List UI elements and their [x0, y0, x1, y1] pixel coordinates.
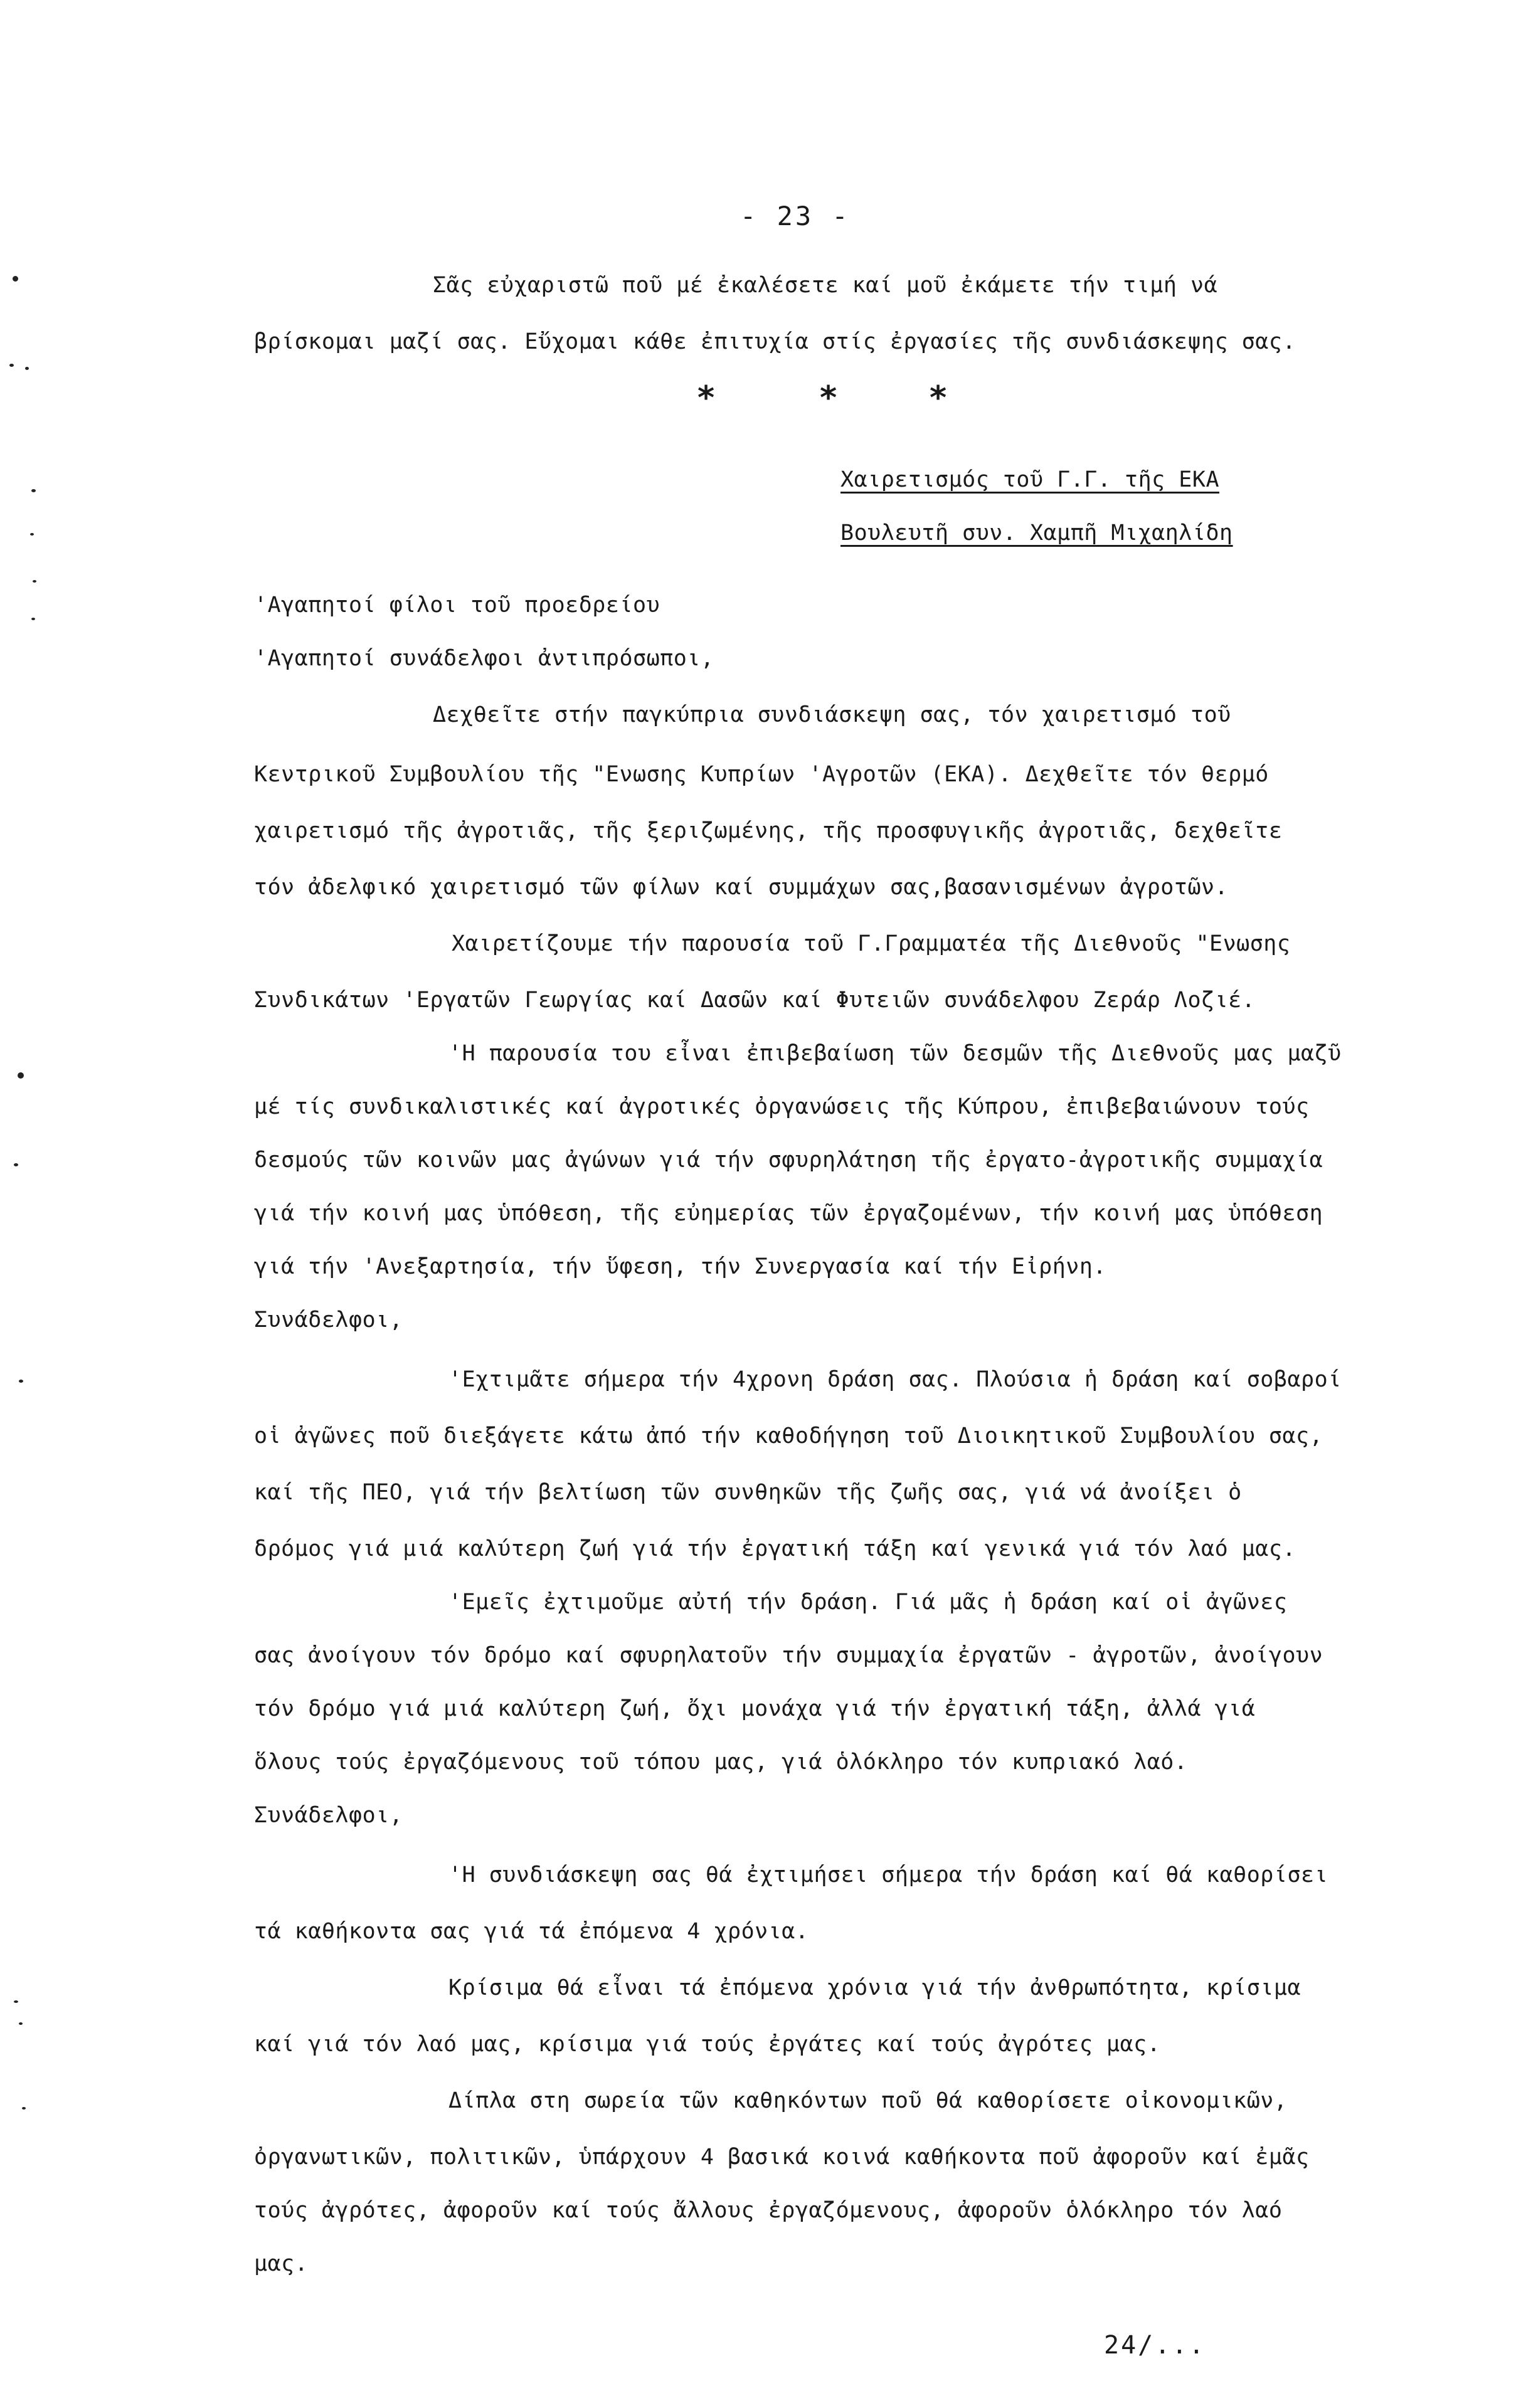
scan-speck	[25, 367, 29, 370]
text-line: Σᾶς εὐχαριστῶ ποῦ μέ ἐκαλέσετε καί μοῦ ἐκάμετε τήν τιμή νά	[433, 273, 1218, 298]
text-line: χαιρετισμό τῆς ἀγροτιᾶς, τῆς ξεριζωμένης, τῆς προσφυγικῆς ἀγροτιᾶς, δεχθεῖτε	[254, 818, 1283, 843]
salutation-line: 'Αγαπητοί συνάδελφοι ἀντιπρόσωποι,	[254, 646, 714, 671]
text-line: καί τῆς ΠΕΟ, γιά τήν βελτίωση τῶν συνθηκῶν τῆς ζωῆς σας, γιά νά ἀνοίξει ὁ	[254, 1480, 1242, 1505]
scan-speck	[31, 618, 35, 620]
text-line: βρίσκομαι μαζί σας. Εὔχομαι κάθε ἐπιτυχία στίς ἐργασίες τῆς συνδιάσκεψης σας.	[254, 329, 1296, 354]
text-line: Συνάδελφοι,	[254, 1307, 403, 1333]
heading-line-2: Βουλευτῆ συν. Χαμπῆ Μιχαηλίδη	[840, 520, 1233, 546]
text-line: ὅλους τούς ἐργαζόμενους τοῦ τόπου μας, γιά ὁλόκληρο τόν κυπριακό λαό.	[254, 1750, 1188, 1775]
text-line: Κρίσιμα θά εἶναι τά ἐπόμενα χρόνια γιά τήν ἀνθρωπότητα, κρίσιμα	[448, 1975, 1301, 2000]
text-line: δεσμούς τῶν κοινῶν μας ἀγώνων γιά τήν σφυρηλάτηση τῆς ἐργατο-ἀγροτικῆς συμμαχία	[254, 1148, 1323, 1173]
heading-line-1: Χαιρετισμός τοῦ Γ.Γ. τῆς ΕΚΑ	[840, 467, 1220, 492]
text-line: τά καθήκοντα σας γιά τά ἐπόμενα 4 χρόνια.	[254, 1919, 809, 1944]
page-number: - 23 -	[740, 201, 851, 231]
star-separator: *	[696, 379, 716, 417]
scan-speck	[18, 1072, 24, 1079]
text-line: ὀργανωτικῶν, πολιτικῶν, ὑπάρχουν 4 βασικά κοινά καθήκοντα ποῦ ἀφοροῦν καί ἐμᾶς	[254, 2145, 1310, 2170]
text-line: τόν δρόμο γιά μιά καλύτερη ζωή, ὄχι μονάχα γιά τήν ἐργατική τάξη, ἀλλά γιά	[254, 1696, 1256, 1721]
text-line: τούς ἀγρότες, ἀφοροῦν καί τούς ἄλλους ἐργαζόμενους, ἀφοροῦν ὁλόκληρο τόν λαό	[254, 2198, 1283, 2223]
text-line: 'Η παρουσία του εἶναι ἐπιβεβαίωση τῶν δεσμῶν τῆς Διεθνοῦς μας μαζῦ	[448, 1041, 1342, 1066]
text-line: 'Εμεῖς ἐχτιμοῦμε αὐτή τήν δράση. Γιά μᾶς ἡ δράση καί οἱ ἀγῶνες	[448, 1590, 1288, 1615]
text-line: δρόμος γιά μιά καλύτερη ζωή γιά τήν ἐργατική τάξη καί γενικά γιά τόν λαό μας.	[254, 1536, 1296, 1561]
scan-speck	[13, 276, 18, 282]
star-separator: *	[819, 379, 839, 417]
continuation-marker: 24/...	[1104, 2331, 1206, 2360]
text-line: Χαιρετίζουμε τήν παρουσία τοῦ Γ.Γραμματέα τῆς Διεθνοῦς "Ενωσης	[452, 931, 1291, 956]
text-line: Δίπλα στη σωρεία τῶν καθηκόντων ποῦ θά καθορίσετε οἰκονομικῶν,	[448, 2088, 1288, 2113]
text-line: καί γιά τόν λαό μας, κρίσιμα γιά τούς ἐργάτες καί τούς ἀγρότες μας.	[254, 2032, 1161, 2057]
text-line: γιά τήν 'Ανεξαρτησία, τήν ὕφεση, τήν Συνεργασία καί τήν Εἰρήνη.	[254, 1254, 1107, 1279]
text-line: Κεντρικοῦ Συμβουλίου τῆς "Ενωσης Κυπρίων 'Αγροτῶν (ΕΚΑ). Δεχθεῖτε τόν θερμό	[254, 762, 1269, 787]
salutation-line: 'Αγαπητοί φίλοι τοῦ προεδρείου	[254, 593, 660, 618]
text-line: γιά τήν κοινή μας ὑπόθεση, τῆς εὐημερίας τῶν ἐργαζομένων, τήν κοινή μας ὑπόθεση	[254, 1201, 1323, 1226]
text-line: Συνδικάτων 'Εργατῶν Γεωργίας καί Δασῶν καί Φυτειῶν συνάδελφου Ζεράρ Λοζιέ.	[254, 988, 1256, 1013]
text-line: Δεχθεῖτε στήν παγκύπρια συνδιάσκεψη σας, τόν χαιρετισμό τοῦ	[433, 702, 1231, 727]
scan-speck	[19, 1380, 23, 1383]
text-line: οἱ ἀγῶνες ποῦ διεξάγετε κάτω ἀπό τήν καθοδήγηση τοῦ Διοικητικοῦ Συμβουλίου σας,	[254, 1423, 1323, 1449]
text-line: μας.	[254, 2251, 309, 2276]
text-line: 'Η συνδιάσκεψη σας θά ἐχτιμήσει σήμερα τήν δράση καί θά καθορίσει	[448, 1862, 1328, 1888]
scan-speck	[9, 364, 14, 367]
scan-speck	[14, 2000, 18, 2003]
scan-speck	[33, 580, 36, 583]
scan-speck	[31, 489, 36, 492]
text-line: 'Εχτιμᾶτε σήμερα τήν 4χρονη δράση σας. Πλούσια ἡ δράση καί σοβαροί	[448, 1367, 1342, 1392]
scan-speck	[14, 1163, 18, 1166]
text-line: Συνάδελφοι,	[254, 1803, 403, 1828]
text-line: μέ τίς συνδικαλιστικές καί ἀγροτικές ὀργανώσεις τῆς Κύπρου, ἐπιβεβαιώνουν τούς	[254, 1094, 1310, 1119]
scan-speck	[22, 2107, 26, 2110]
text-line: σας ἀνοίγουν τόν δρόμο καί σφυρηλατοῦν τήν συμμαχία ἐργατῶν - ἀγροτῶν, ἀνοίγουν	[254, 1643, 1323, 1668]
star-separator: *	[928, 379, 948, 417]
scan-speck	[19, 2022, 23, 2025]
text-line: τόν ἀδελφικό χαιρετισμό τῶν φίλων καί συμμάχων σας,βασανισμένων ἀγροτῶν.	[254, 875, 1229, 900]
scan-speck	[30, 533, 34, 536]
